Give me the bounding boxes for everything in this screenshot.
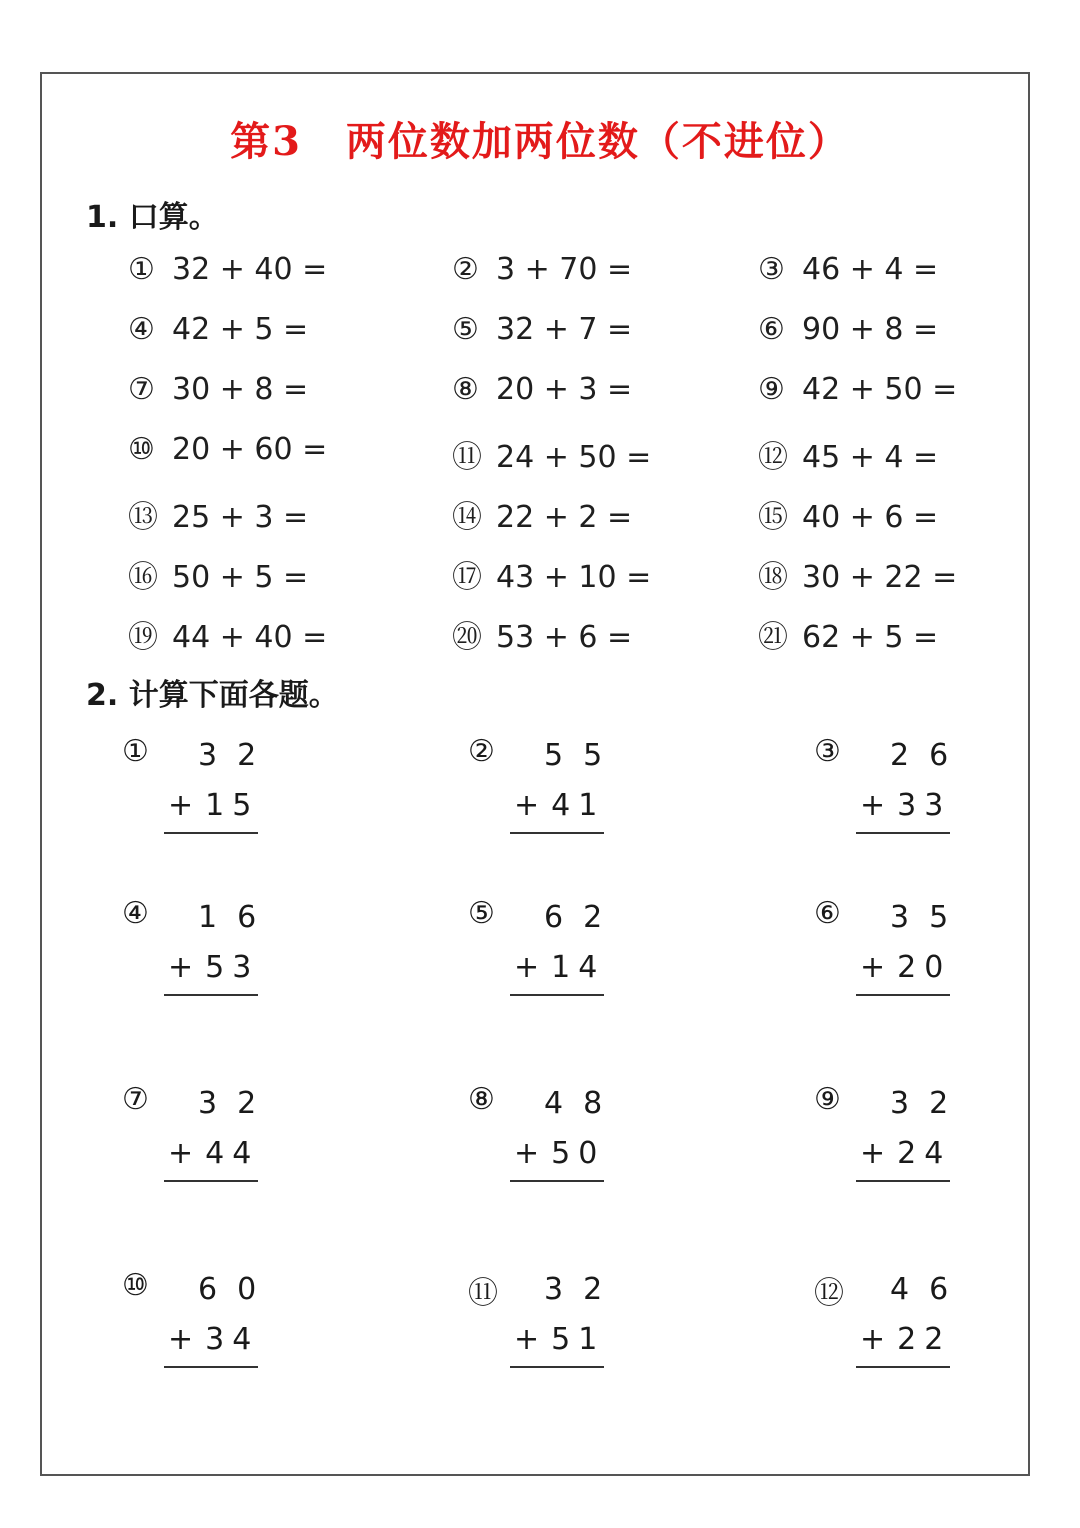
sum-line <box>510 1366 604 1368</box>
bottom-addend: + 53 <box>168 950 260 985</box>
problem-number: ① <box>122 734 149 769</box>
problem-number: ⑦ <box>122 1082 149 1117</box>
vertical-problem <box>468 734 623 844</box>
oral-problem: ⑤ 32 + 7 = <box>452 312 633 347</box>
vertical-problem <box>468 896 623 1006</box>
sum-line <box>856 832 950 834</box>
bottom-addend: + 34 <box>168 1322 260 1357</box>
top-addend: 46 <box>890 1272 969 1307</box>
oral-problem: ⑭ 22 + 2 = <box>452 500 633 535</box>
top-addend: 60 <box>198 1272 277 1307</box>
top-addend: 32 <box>198 1086 277 1121</box>
lesson-number: 第3 <box>230 118 302 165</box>
oral-problem: ⑩ 20 + 60 = <box>128 432 328 467</box>
oral-problem: ⑮ 40 + 6 = <box>758 500 939 535</box>
bottom-addend: + 24 <box>860 1136 952 1171</box>
oral-problem: ③ 46 + 4 = <box>758 252 939 287</box>
oral-problem: ⑥ 90 + 8 = <box>758 312 939 347</box>
section-1-heading: 1. 口算。 <box>86 200 219 235</box>
sum-line <box>856 1366 950 1368</box>
top-addend: 48 <box>544 1086 623 1121</box>
problem-number: ③ <box>814 734 841 769</box>
sum-line <box>164 994 258 996</box>
top-addend: 62 <box>544 900 623 935</box>
problem-number: ⑫ <box>814 1276 844 1311</box>
sum-line <box>164 1366 258 1368</box>
oral-problem: ⑪ 24 + 50 = <box>452 440 652 475</box>
bottom-addend: + 22 <box>860 1322 952 1357</box>
oral-problem: ㉑ 62 + 5 = <box>758 620 939 655</box>
oral-problem: ⑯ 50 + 5 = <box>128 560 309 595</box>
worksheet-title <box>0 110 1080 167</box>
top-addend: 32 <box>544 1272 623 1307</box>
problem-number: ⑪ <box>468 1276 498 1311</box>
sum-line <box>164 1180 258 1182</box>
vertical-problem <box>122 1268 277 1378</box>
vertical-problem <box>468 1268 623 1378</box>
oral-problem: ⑲ 44 + 40 = <box>128 620 328 655</box>
bottom-addend: + 20 <box>860 950 952 985</box>
top-addend: 55 <box>544 738 623 773</box>
bottom-addend: + 14 <box>514 950 606 985</box>
vertical-problem <box>814 896 969 1006</box>
sum-line <box>164 832 258 834</box>
problem-number: ④ <box>122 896 149 931</box>
problem-number: ⑧ <box>468 1082 495 1117</box>
top-addend: 32 <box>198 738 277 773</box>
top-addend: 26 <box>890 738 969 773</box>
oral-problem: ⑳ 53 + 6 = <box>452 620 633 655</box>
oral-problem: ⑰ 43 + 10 = <box>452 560 652 595</box>
bottom-addend: + 50 <box>514 1136 606 1171</box>
top-addend: 16 <box>198 900 277 935</box>
bottom-addend: + 51 <box>514 1322 606 1357</box>
vertical-problem <box>122 1082 277 1192</box>
bottom-addend: + 33 <box>860 788 952 823</box>
oral-problem: ② 3 + 70 = <box>452 252 633 287</box>
sum-line <box>510 994 604 996</box>
vertical-problem <box>814 1268 969 1378</box>
oral-problem: ⑧ 20 + 3 = <box>452 372 633 407</box>
oral-problem: ⑬ 25 + 3 = <box>128 500 309 535</box>
oral-problem: ⑦ 30 + 8 = <box>128 372 309 407</box>
problem-number: ⑥ <box>814 896 841 931</box>
sum-line <box>856 1180 950 1182</box>
bottom-addend: + 44 <box>168 1136 260 1171</box>
bottom-addend: + 41 <box>514 788 606 823</box>
sum-line <box>510 1180 604 1182</box>
top-addend: 32 <box>890 1086 969 1121</box>
vertical-problem <box>122 896 277 1006</box>
oral-problem: ④ 42 + 5 = <box>128 312 309 347</box>
problem-number: ⑩ <box>122 1268 149 1303</box>
problem-number: ② <box>468 734 495 769</box>
vertical-problem <box>468 1082 623 1192</box>
lesson-title: 两位数加两位数（不进位） <box>345 118 850 165</box>
oral-problem: ⑫ 45 + 4 = <box>758 440 939 475</box>
oral-problem: ① 32 + 40 = <box>128 252 328 287</box>
top-addend: 35 <box>890 900 969 935</box>
section-2-heading: 2. 计算下面各题。 <box>86 678 339 713</box>
problem-number: ⑤ <box>468 896 495 931</box>
oral-problem: ⑱ 30 + 22 = <box>758 560 958 595</box>
vertical-problem <box>814 734 969 844</box>
bottom-addend: + 15 <box>168 788 260 823</box>
sum-line <box>510 832 604 834</box>
vertical-problem <box>122 734 277 844</box>
vertical-problem <box>814 1082 969 1192</box>
sum-line <box>856 994 950 996</box>
oral-problem: ⑨ 42 + 50 = <box>758 372 958 407</box>
problem-number: ⑨ <box>814 1082 841 1117</box>
